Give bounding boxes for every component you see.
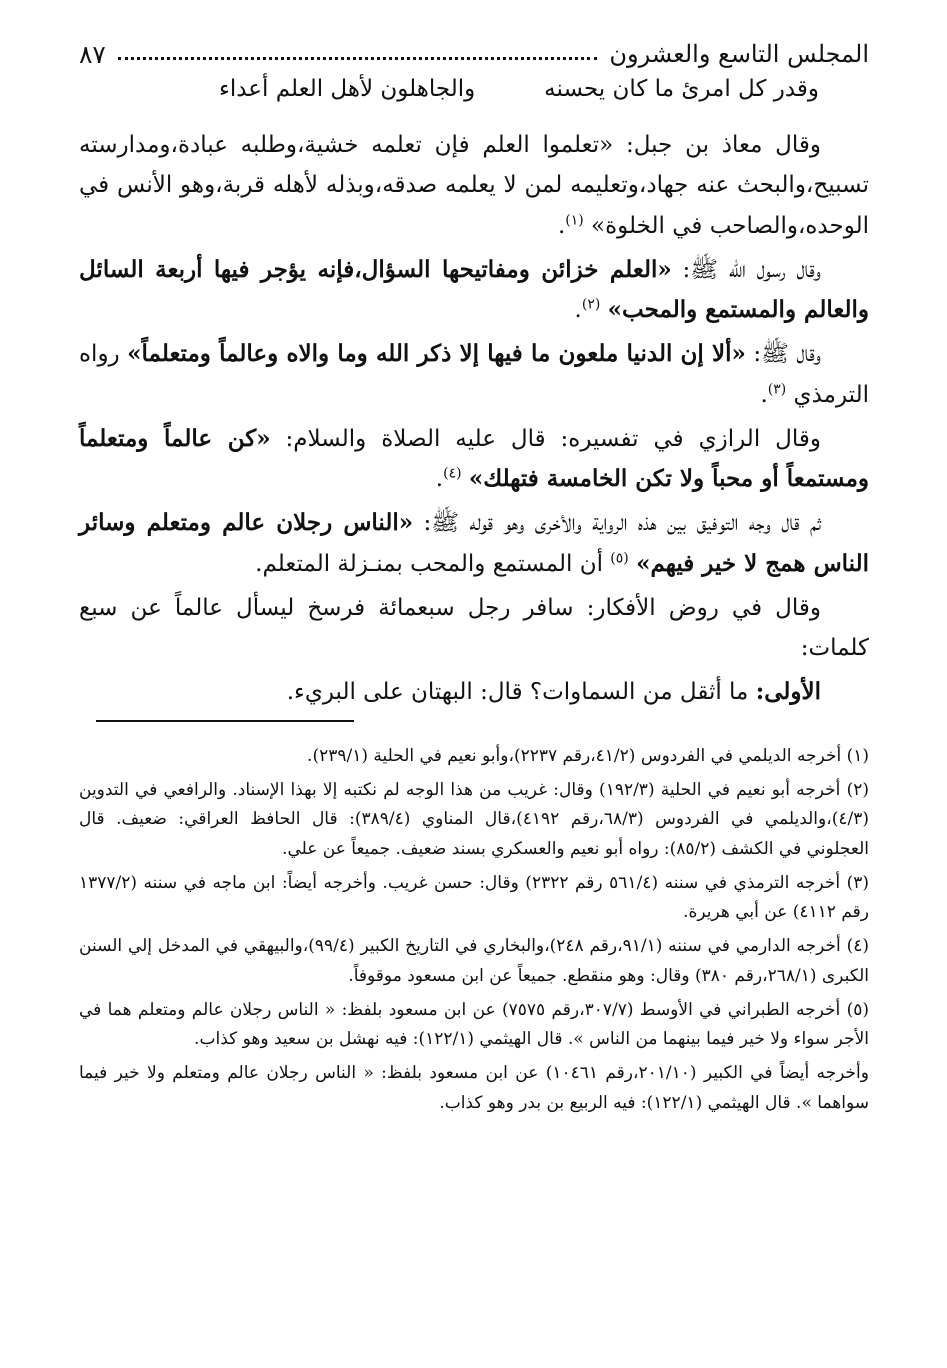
hadith-quote: «كن عالماً ومتعلماً ومستمعاً أو محباً ولا تكن الخامسة فتهلك» — [79, 424, 869, 492]
main-text — [79, 125, 869, 717]
footnote-5-continued: وأخرجه أيضاً في الكبير (٢٠١/١٠،رقم ١٠٤٦١) عن ابن مسعود بلفظ: « الناس رجلان عالم ومتعلم ولا خير فيما سواهما ». قال الهيثمي (١٢٢/١): فيه الربيع بن بدر وهو كذاب. — [79, 1063, 869, 1113]
footnote-2: (٢) أخرجه أبو نعيم في الحلية (١٩٢/٣) وقال: غريب من هذا الوجه لم نكتبه إلا بهذا الإسناد. والرافعي في التدوين (٤/٣)،والديلمي في الفردوس (٦٨/٣،رقم ٤١٩٢)،قال المناوي (٣٨٩/٤): قال الحافظ العراقي: ضعيف. قال العجلوني في الكشف (٨٥/٢): رواه أبو نعيم والعسكري بسند ضعيف. جميعاً عن علي. — [79, 780, 869, 859]
running-header — [79, 34, 869, 74]
paragraph-first-word: الأولى: ما أثقل من السماوات؟ قال: البهتان على البريء. — [286, 678, 821, 706]
footnote-separator — [96, 720, 354, 722]
poem-verse — [219, 76, 819, 102]
page-number: ٨٧ — [79, 39, 106, 69]
footnote-ref-3: (٣) — [767, 380, 787, 397]
hadith-quote: «ألا إن الدنيا ملعون ما فيها إلا ذكر الله وما والاه وعالماً ومتعلماً» — [127, 340, 746, 368]
header-dotted-leader — [118, 57, 598, 60]
paragraph-rawd-al-afkar: وقال في روض الأفكار: سافر رجل سبعمائة فرسخ ليسأل عالماً عن سبع كلمات: — [79, 594, 869, 661]
footnote-ref-4: (٤) — [443, 465, 462, 482]
hadith-quote: «الناس رجلان عالم ومتعلم وسائر الناس همج لا خير فيهم» — [79, 509, 869, 577]
footnote-ref-5: (٥) — [610, 549, 629, 566]
footnote-3: (٣) أخرجه الترمذي في سننه (٥٦١/٤ رقم ٢٣٢٢) وقال: حسن غريب. وأخرجه أيضاً: ابن ماجه في سننه (١٣٧٧/٢ رقم ٤١١٢) عن أبي هريرة. — [79, 872, 869, 923]
footnote-5: (٥) أخرجه الطبراني في الأوسط (٣٠٧/٧،رقم ٧٥٧٥) عن ابن مسعود بلفظ: « الناس رجلان عالم ومتعلم هما في الأجر سواء ولا خير فيما بينهما من الناس ». قال الهيثمي (١٢٢/١): فيه نهشل بن سعيد وهو كذاب. — [79, 999, 869, 1050]
paragraph-reconciliation: ثم قال وجه التوفيق بين هذه الرواية والأخرى وهو قوله ﷺ: «الناس رجلان عالم ومتعلم وسائر الناس همج لا خير فيهم» $^{(٥)}$ أن المستمع والمحب بمنـزلة المتعلم. — [79, 509, 869, 577]
footnote-4: (٤) أخرجه الدارمي في سننه (٩١/١،رقم ٢٤٨)،والبخاري في التاريخ الكبير (٩٩/٤)،والبيهقي في المدخل إلي السنن الكبرى (٢٦٨/١،رقم ٣٨٠) وقال: وهو منقطع. جميعاً عن ابن مسعود موقوفاً. — [79, 936, 869, 986]
hadith-quote: «العلم خزائن ومفاتيحها السؤال،فإنه يؤجر فيها أربعة السائل والعالم والمستمع والمحب» — [79, 255, 869, 323]
item-label: الأولى: — [755, 678, 821, 706]
footnote-ref-1: (١) — [565, 211, 584, 228]
footnote-1: (١) أخرجه الديلمي في الفردوس (٤١/٢،رقم ٢٢٣٧)،وأبو نعيم في الحلية (٢٣٩/١). — [307, 746, 869, 766]
verse-hemistich-2: والجاهلون لأهل العلم أعداء — [219, 76, 476, 102]
paragraph-muadh: وقال معاذ بن جبل: «تعلموا العلم فإن تعلمه خشية،وطلبه عبادة،ومدارسته تسبيح،والبحث عنه جهاد،وتعليمه لمن لا يعلمه صدقه،وبذله لأهله قربة،وهو الأنس في الوحده،والصاحب في الخلوة» $^{(١)}$. — [79, 132, 869, 239]
paragraph-hadith-dunya: وقال ﷺ: «ألا إن الدنيا ملعون ما فيها إلا ذكر الله وما والاه وعالماً ومتعلماً» رواه الترمذي $^{(٣)}$. — [79, 340, 869, 408]
paragraph-hadith-knowledge-treasuries: وقال رسول الله ﷺ: «العلم خزائن ومفاتيحها السؤال،فإنه يؤجر فيها أربعة السائل والعالم والمستمع والمحب» $^{(٢)}$. — [79, 255, 869, 323]
verse-hemistich-1: وقدر كل امرئ ما كان يحسنه — [544, 76, 819, 102]
footnote-ref-2: (٢) — [581, 296, 601, 313]
chapter-title: المجلس التاسع والعشرون — [609, 40, 869, 68]
paragraph-razi: وقال الرازي في تفسيره: قال عليه الصلاة والسلام: «كن عالماً ومتعلماً ومستمعاً أو محباً ولا تكن الخامسة فتهلك» $^{(٤)}$. — [79, 424, 869, 492]
footnotes — [79, 742, 869, 1123]
